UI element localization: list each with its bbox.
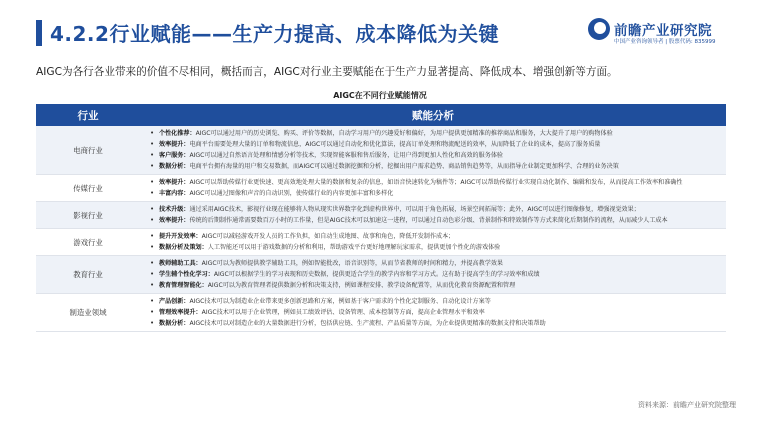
analysis-item-label: 技术升级：: [159, 206, 190, 213]
intro-text: AIGC为各行各业带来的价值不尽相同，概括而言，AIGC对行业主要赋能在于生产力显著提高、降低成本、增强创新等方面。: [36, 66, 618, 78]
analysis-item-text: AIGC可以为教育管理者提供数据分析和决策支持，例如课程安排、教学设备配置等，从而优化教育资源配置和管理: [207, 282, 516, 289]
industry-cell: 制造业领域: [69, 308, 107, 317]
analysis-item-label: 数据分析及策划：: [159, 244, 208, 251]
analysis-item-label: 数据分析：: [159, 163, 190, 170]
analysis-item: [150, 215, 722, 226]
analysis-item-text: AIGC可以帮助传媒行业更快速、更高效地处理大量的数据和复杂的信息，如语音快速转化为稿件等；AIGC可以帮助传媒行业实现自动化制作、编辑和发布，从而提高工作效率和准确性: [189, 179, 683, 186]
analysis-cell: [140, 294, 726, 331]
analysis-item-text: 人工智能还可以用于游戏数据的分析和利用，帮助游戏平台更好地理解玩家需求，提供更加个性化的游戏体验: [207, 244, 501, 251]
analysis-item: [150, 188, 722, 199]
analysis-item: [150, 150, 722, 161]
analysis-item-text: 传统的后期制作通常需要数百万小时的工作量，但是AIGC技术可以加速这一进程，可以通过自动色彩分级、背景制作和特效制作等方式来简化后期制作的流程，从而减少人工成本: [189, 217, 668, 224]
analysis-item-label: 教师辅助工具：: [159, 260, 202, 267]
industry-cell: 影视行业: [73, 210, 103, 220]
analysis-item-text: AIGC技术可以为制造业企业带来更多创新思路和方案，例如基于客户需求的个性化定制服务、自动化设计方案等: [189, 298, 491, 305]
analysis-item-label: 效率提升：: [159, 141, 190, 148]
analysis-cell: [140, 202, 726, 228]
logo-mark-icon: [588, 18, 610, 40]
analysis-item: [150, 139, 722, 150]
logo-name: 前瞻产业研究院: [614, 23, 712, 39]
table-row: [36, 175, 726, 202]
logo: [588, 18, 738, 52]
analysis-item: [150, 161, 722, 172]
header-industry: 行业: [77, 109, 99, 122]
industry-cell: 电商行业: [73, 145, 103, 155]
analysis-item-label: 产品创新：: [159, 298, 190, 305]
analysis-item: [150, 177, 722, 188]
source-note: 资料来源：前瞻产业研究院整理: [638, 401, 736, 409]
analysis-item-label: 学生辅个性化学习：: [159, 271, 214, 278]
analysis-item: [150, 258, 722, 269]
analysis-item: [150, 204, 722, 215]
analysis-item: [150, 296, 722, 307]
analysis-item: [150, 269, 722, 280]
industry-cell: 游戏行业: [73, 237, 103, 247]
analysis-item-text: AIGC可以通过图像和声音的自动识别，使传媒行业的内容更加丰富和多样化: [189, 190, 394, 197]
analysis-item-text: 电商平台需要处理大量的订单和物流信息，AIGC可以通过自动化和优化算法，提高订单处理和物流配送的效率，从而降低了企业的成本，提高了服务质量: [189, 141, 601, 148]
logo-subtitle: 中国产业咨询领导者 | 股票代码: 835999: [614, 39, 716, 45]
analysis-item-label: 个性化推荐：: [159, 130, 196, 137]
analysis-item-text: 通过采用AIGC技术，影视行业现在能够将人物从现实世界数字化到虚构世界中，可以用于角色拓展，场景空间拓展等；此外，AIGC可以进行图像修复，增强视觉效果；: [189, 206, 640, 213]
analysis-cell: [140, 256, 726, 293]
table-row: [36, 126, 726, 175]
analysis-item-text: AIGC可以为教师提供教学辅助工具，例如智能批改，语音识别等，从而节省教师的时间和精力，并提高教学效果: [201, 260, 504, 267]
title-accent-bar: [36, 20, 42, 46]
analysis-item-label: 效率提升：: [159, 217, 190, 224]
analysis-item-label: 丰富内容：: [159, 190, 190, 197]
analysis-item-label: 数据分析：: [159, 320, 190, 327]
analysis-item: [150, 307, 722, 318]
analysis-item-label: 管理效率提升：: [159, 309, 202, 316]
analysis-item: [150, 318, 722, 329]
analysis-item: [150, 128, 722, 139]
analysis-item-label: 提升开发效率：: [159, 233, 202, 240]
analysis-item-text: AIGC技术可以对制造企业的大量数据进行分析，包括供应链、生产流程、产品质量等方面，为企业提供更精准的数据支持和决策帮助: [189, 320, 546, 327]
header-analysis: 赋能分析: [412, 109, 454, 122]
table-header: [36, 104, 726, 126]
table-caption: AIGC在不同行业赋能情况: [333, 91, 427, 100]
table-row: [36, 256, 726, 294]
industry-cell: 教育行业: [73, 270, 103, 279]
analysis-item: [150, 280, 722, 291]
analysis-item: [150, 231, 722, 242]
table-row: [36, 202, 726, 229]
table-body: [36, 126, 726, 332]
analysis-item-text: AIGC技术可以用于企业管理，例如员工绩效评估、设备管理、成本控制等方面，提高企业管理水平和效率: [201, 309, 485, 316]
analysis-cell: [140, 126, 726, 174]
page-title: 4.2.2行业赋能——生产力提高、成本降低为关键: [50, 22, 499, 46]
analysis-item-text: 电商平台拥有海量的用户和交易数据，而AIGC可以通过数据挖掘和分析，挖掘出用户需求趋势、商品销售趋势等，从而指导企业制定更加科学、合理的业务决策: [189, 163, 619, 170]
analysis-cell: [140, 175, 726, 201]
analysis-item-text: AIGC可以根据学生的学习表现和历史数据，提供更适合学生的教学内容和学习方式。这有助于提高学生的学习效率和成绩: [213, 271, 540, 278]
analysis-item-label: 效率提升：: [159, 179, 190, 186]
analysis-item-label: 客户服务：: [159, 152, 190, 159]
empowerment-table: [36, 104, 726, 332]
table-row: [36, 229, 726, 256]
table-row: [36, 294, 726, 332]
analysis-item-label: 教育管理智能化：: [159, 282, 208, 289]
analysis-item-text: AIGC可以通过用户的历史浏览、购买、评价等数据，自动学习用户的兴趣爱好和偏好，为用户提供更加精准的推荐商品和服务，大大提升了用户的购物体验: [195, 130, 613, 137]
analysis-item-text: AIGC可以通过自然语言处理和情感分析等技术，实现智能客服和售后服务，让用户得到更加人性化和高效的服务体验: [189, 152, 504, 159]
industry-cell: 传媒行业: [73, 183, 103, 193]
analysis-item-text: AIGC可以减轻游戏开发人员的工作负担，如自动生成地图、故事和角色，降低开发制作成本；: [201, 233, 455, 240]
analysis-item: [150, 242, 722, 253]
analysis-cell: [140, 229, 726, 255]
